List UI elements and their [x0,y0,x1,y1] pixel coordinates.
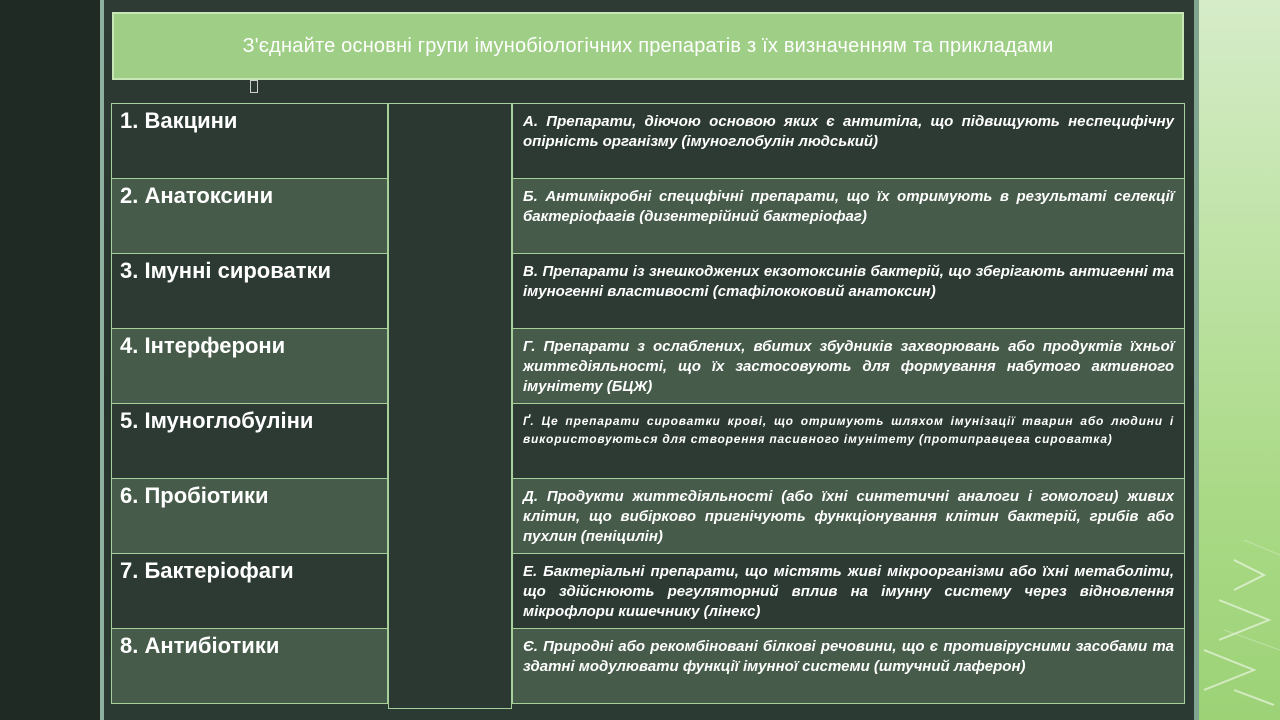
group-cell: 2. Анатоксини [111,178,388,254]
definition-cell: Д. Продукти життєдіяльності (або їхні синтетичні аналоги і гомологи) живих клітин, що вибірково пригнічують функціонування клітин бактерій, грибів або пухлин (пеніцилін) [512,478,1185,554]
group-cell: 4. Інтерферони [111,328,388,404]
group-cell: 7. Бактеріофаги [111,553,388,629]
definition-cell: А. Препарати, діючою основою яких є антитіла, що підвищують неспецифічну опірність організму (імуноглобулін людський) [512,103,1185,179]
definition-cell: Е. Бактеріальні препарати, що містять живі мікроорганізми або їхні метаболіти, що здійснюють регуляторний вплив на імунну систему через відновлення мікрофлори кишечнику (лінекс) [512,553,1185,629]
answer-blank-column [388,103,512,709]
group-cell: 6. Пробіотики [111,478,388,554]
groups-column [111,103,388,709]
slide-title-box [112,12,1184,80]
group-cell: 1. Вакцини [111,103,388,179]
left-strip [0,0,100,720]
chevron-decoration-icon [1194,0,1280,720]
group-cell: 5. Імуноглобуліни [111,403,388,479]
slide-title: З'єднайте основні групи імунобіологічних препаратів з їх визначенням та прикладами [242,34,1054,57]
group-cell: 8. Антибіотики [111,628,388,704]
group-cell: 3. Імунні сироватки [111,253,388,329]
definitions-column [512,103,1185,709]
definition-cell: Ґ. Це препарати сироватки крові, що отримують шляхом імунізації тварин або людини і використовуються для створення пасивного імунітету (протиправцева сироватка) [512,403,1185,479]
definition-cell: Є. Природні або рекомбіновані білкові речовини, що є противірусними засобами та здатні модулювати функції імунної системи (штучний лаферон) [512,628,1185,704]
definition-cell: Б. Антимікробні специфічні препарати, що їх отримують в результаті селекції бактеріофагів (дизентерійний бактеріофаг) [512,178,1185,254]
right-decorative-panel [1194,0,1280,720]
missing-glyph-icon [250,80,258,93]
definition-cell: Г. Препарати з ослаблених, вбитих збудників захворювань або продуктів їхньої життєдіяльності, що їх застосовують для формування набутого активного імунітету (БЦЖ) [512,328,1185,404]
definition-cell: В. Препарати із знешкоджених екзотоксинів бактерій, що зберігають антигенні та імуногенні властивості (стафілококовий анатоксин) [512,253,1185,329]
